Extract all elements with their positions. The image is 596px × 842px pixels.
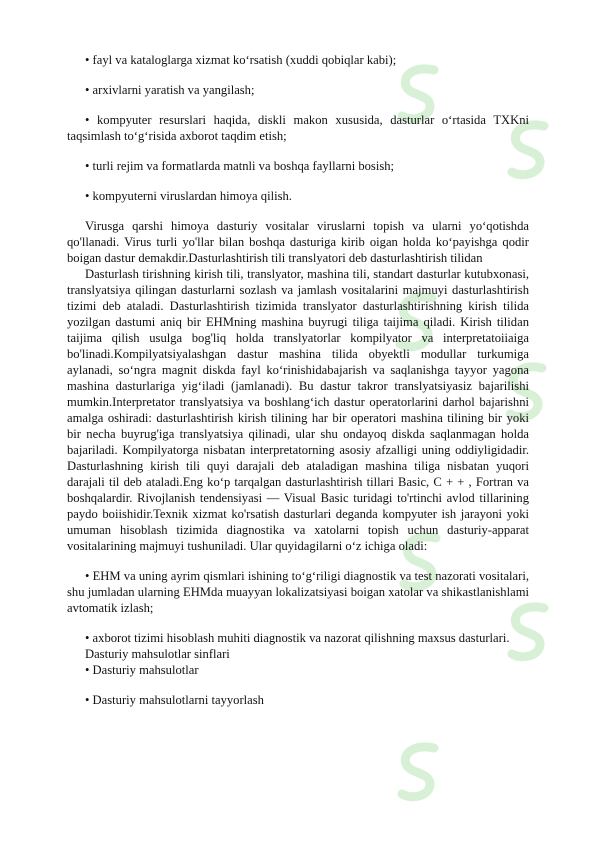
bullet-special-programs: • axborot tizimi hisoblash muhiti diagnostik va nazorat qilishning maxsus dasturlari. (85, 631, 510, 645)
bullet-file-services: • fayl va kataloglarga xizmat ko‘rsatish (xuddi qobiqlar kabi); (85, 53, 397, 67)
watermark-logo-icon (396, 740, 442, 806)
heading-product-classes: Dasturiy mahsulotlar sinflari (85, 647, 230, 661)
bullet-archives: • arxivlarni yaratish va yangilash; (85, 83, 255, 97)
document-body (67, 52, 529, 708)
bullet-software-products: • Dasturiy mahsulotlar (85, 663, 199, 677)
bullet-virus-protection: • kompyuterni viruslardan himoya qilish. (85, 189, 292, 203)
bullet-resources-info: • kompyuter resurslari haqida, diskli makon xususida, dasturlar o‘rtasida TXKni taqsimlash to‘g‘risida axborot taqdim etish; (67, 113, 529, 143)
bullet-printing: • turli rejim va formatlarda matnli va boshqa fayllarni bosish; (85, 159, 395, 173)
bullet-diagnostics: • EHM va uning ayrim qismlari ishining to‘g‘riligi diagnostik va test nazorati vositalari, shu jumladan ularning EHMda muayyan lokalizatsiyasi boigan xatolar va shikastlanishlami avtomatik izlash; (67, 569, 529, 615)
paragraph-antivirus: Virusga qarshi himoya dasturiy vositalar viruslarni topish va ularni yo‘qotishda qo'llanadi. Virus turli yo'llar bilan boshqa dasturiga kirib oigan holda ko‘payishga qodir boigan dastur demakdir.Dasturlashtirish tili translyatori deb dasturlashtirish tilidan (67, 219, 529, 265)
paragraph-programming-system: Dasturlash tirishning kirish tili, translyator, mashina tili, standart dasturlar kutubxonasi, translyatsiya qilingan dasturlarni sozlash va jamlash vositalarini majmuyi dasturlashtirish tizimi deb ataladi. Dasturlashtirish tizimida translyator dasturlashtirishning kirish tilida yozilgan dastumi aniq bir EHMning mashina buyrugi tiliga taijima qiladi. Kirish tilidan taijima qilish usulga bog'liq holda translyatorlar kompilyator va interpretatoiiaiga bo'linadi.Kompilyatsiyalashgan dastur mashina tilida obyektli modullar turkumiga aylanadi, so‘ngra magnit diskda fayl ko‘rinishidabajarish va saqlanishga tayyor yagona mashina dasturlariga yig‘iladi (jamlanadi). Bu dastur takror translyatsiyasiz bajarilishi mumkin.Interpretator translyatsiya va boshlang‘ich dastur operatorlarini darhol bajarishni amalga oshiradi: dasturlashtirish kirish tilining har bir operatori mashina tilining bir yoki bir necha buyrug'iga translyatsiya qilinadi, ular shu ondayoq diskda saqlanmagan holda bajariladi. Kompilyatorga nisbatan interpretatorning asosiy afzalligi uning oddiyligidadir. Dasturlashning kirish tili quyi darajali deb ataladigan mashina tiliga nisbatan yuqori darajali til deb ataladi.Eng ko‘p tarqalgan dasturlashtirish tillari Basic, C + + , Fortran va boshqalardir. Rivojlanish tendensiyasi — Visual Basic turidagi to'rtinchi avlod tillarining paydo boiishidir.Texnik xizmat ko'rsatish dasturlari deganda kompyuter ish jarayoni yoki umuman hisoblash tizimida diagnostika va xatolarni topish uchun dasturiy-apparat vositalarining majmuyi tushuniladi. Ular quyidagilarni o‘z ichiga oladi: (67, 267, 529, 553)
bullet-software-preparation: • Dasturiy mahsulotlarni tayyorlash (85, 693, 264, 707)
